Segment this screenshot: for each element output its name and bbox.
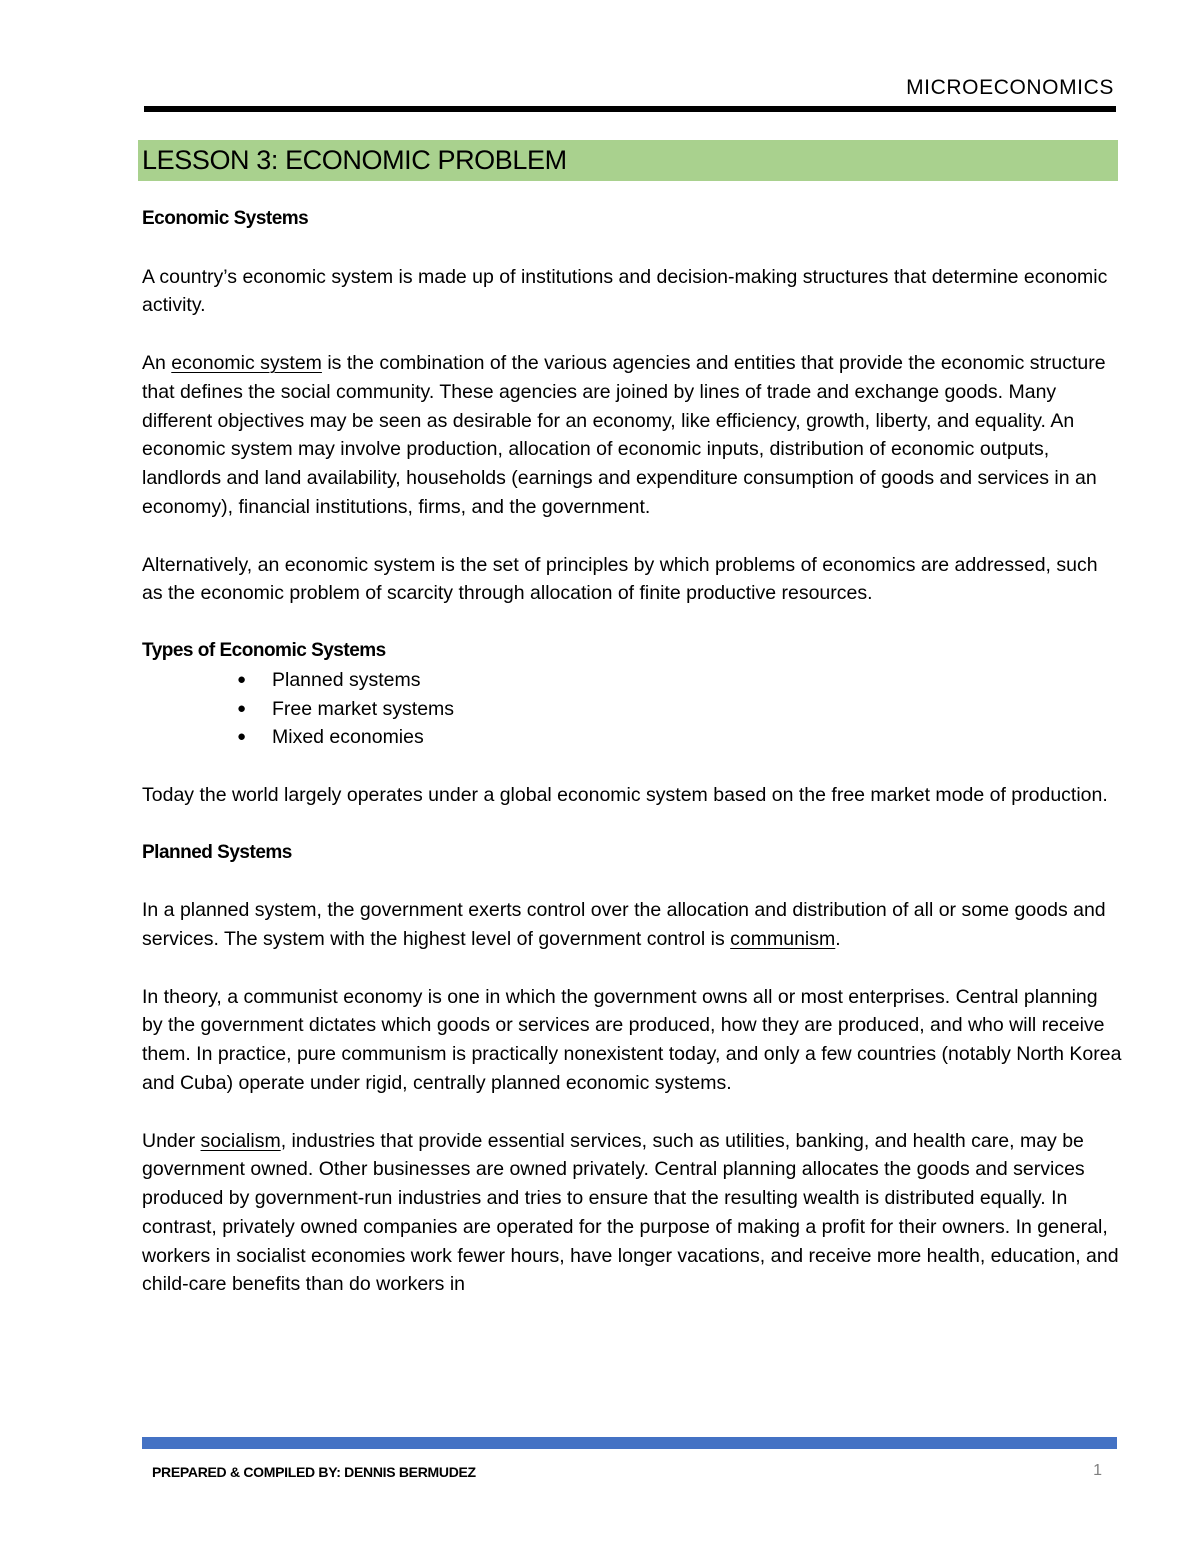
text-run: is the combination of the various agencies and entities that provide the economic structure that defines the social community. These agencies are joined by lines of trade and exchange goods. Many different objectives may be seen as desirable for an economy, like efficiency, growth, liberty, and equality. An economic system may involve production, allocation of economic inputs, distribution of economic outputs, landlords and land availability, households (earnings and expenditure consumption of goods and services in an economy), financial institutions, firms, and the government. (142, 351, 1106, 518)
text-run: , industries that provide essential services, such as utilities, banking, and health care, may be government owned. Other businesses are owned privately. Central planning allocates the goods and services produced by government-run industries and tries to ensure that the resulting wealth is distributed equally. In contrast, privately owned companies are operated for the purpose of making a profit for their owners. In general, workers in socialist economies work fewer hours, have longer vacations, and receive more health, education, and child-care benefits than do workers in (142, 1129, 1119, 1296)
footer-rule (142, 1437, 1117, 1449)
paragraph (142, 1127, 1122, 1300)
text-run: Under (142, 1129, 201, 1152)
document-body (142, 205, 1122, 1299)
spacer (142, 954, 1122, 983)
text-run: In a planned system, the government exerts control over the allocation and distribution of all or some goods and services. The system with the highest level of government control is (142, 899, 1106, 950)
list-item-label: Free market systems (272, 697, 455, 720)
term-economic-system: economic system (171, 351, 322, 374)
spacer (142, 867, 1122, 896)
term-communism: communism (730, 927, 836, 950)
list-item-label: Planned systems (272, 668, 421, 691)
spacer (142, 1098, 1122, 1127)
list-item-label: Mixed economies (272, 726, 424, 749)
bullet-icon: ● (237, 670, 247, 688)
paragraph: In theory, a communist economy is one in which the government owns all or most enterprises. Central planning by the government dictates which goods or services are produced, how they are produced, and who will receive them. In practice, pure communism is practically nonexistent today, and only a few countries (notably North Korea and Cuba) operate under rigid, centrally planned economic systems. (142, 985, 1122, 1094)
spacer (142, 608, 1122, 637)
lesson-title: LESSON 3: ECONOMIC PROBLEM (138, 140, 1118, 181)
section-heading-economic-systems: Economic Systems (142, 208, 309, 229)
paragraph (142, 896, 1122, 954)
paragraph: A country’s economic system is made up of institutions and decision-making structures that determine economic activity. (142, 265, 1108, 317)
list-item (237, 695, 1122, 724)
footer-prepared-by: PREPARED & COMPILED BY: DENNIS BERMUDEZ (152, 1464, 476, 1480)
list-item (237, 723, 1122, 752)
section-heading-types: Types of Economic Systems (142, 639, 386, 661)
spacer (142, 752, 1122, 781)
paragraph: Today the world largely operates under a global economic system based on the free market mode of production. (142, 783, 1108, 806)
page-number: 1 (1093, 1462, 1102, 1479)
text-run: . (835, 927, 841, 950)
types-list (142, 666, 1122, 752)
term-socialism: socialism (200, 1129, 281, 1152)
bullet-icon: ● (237, 728, 247, 746)
spacer (142, 810, 1122, 839)
spacer (142, 320, 1122, 349)
spacer (142, 522, 1122, 551)
spacer (142, 234, 1122, 263)
text-run: An (142, 351, 172, 374)
bullet-icon: ● (237, 699, 247, 717)
paragraph (142, 349, 1122, 522)
section-heading-planned-systems: Planned Systems (142, 841, 292, 863)
paragraph: Alternatively, an economic system is the set of principles by which problems of economics are addressed, such as the economic problem of scarcity through allocation of finite productive resources. (142, 553, 1098, 605)
list-item (237, 666, 1122, 695)
running-header: MICROECONOMICS (906, 76, 1114, 99)
header-rule (144, 106, 1116, 112)
